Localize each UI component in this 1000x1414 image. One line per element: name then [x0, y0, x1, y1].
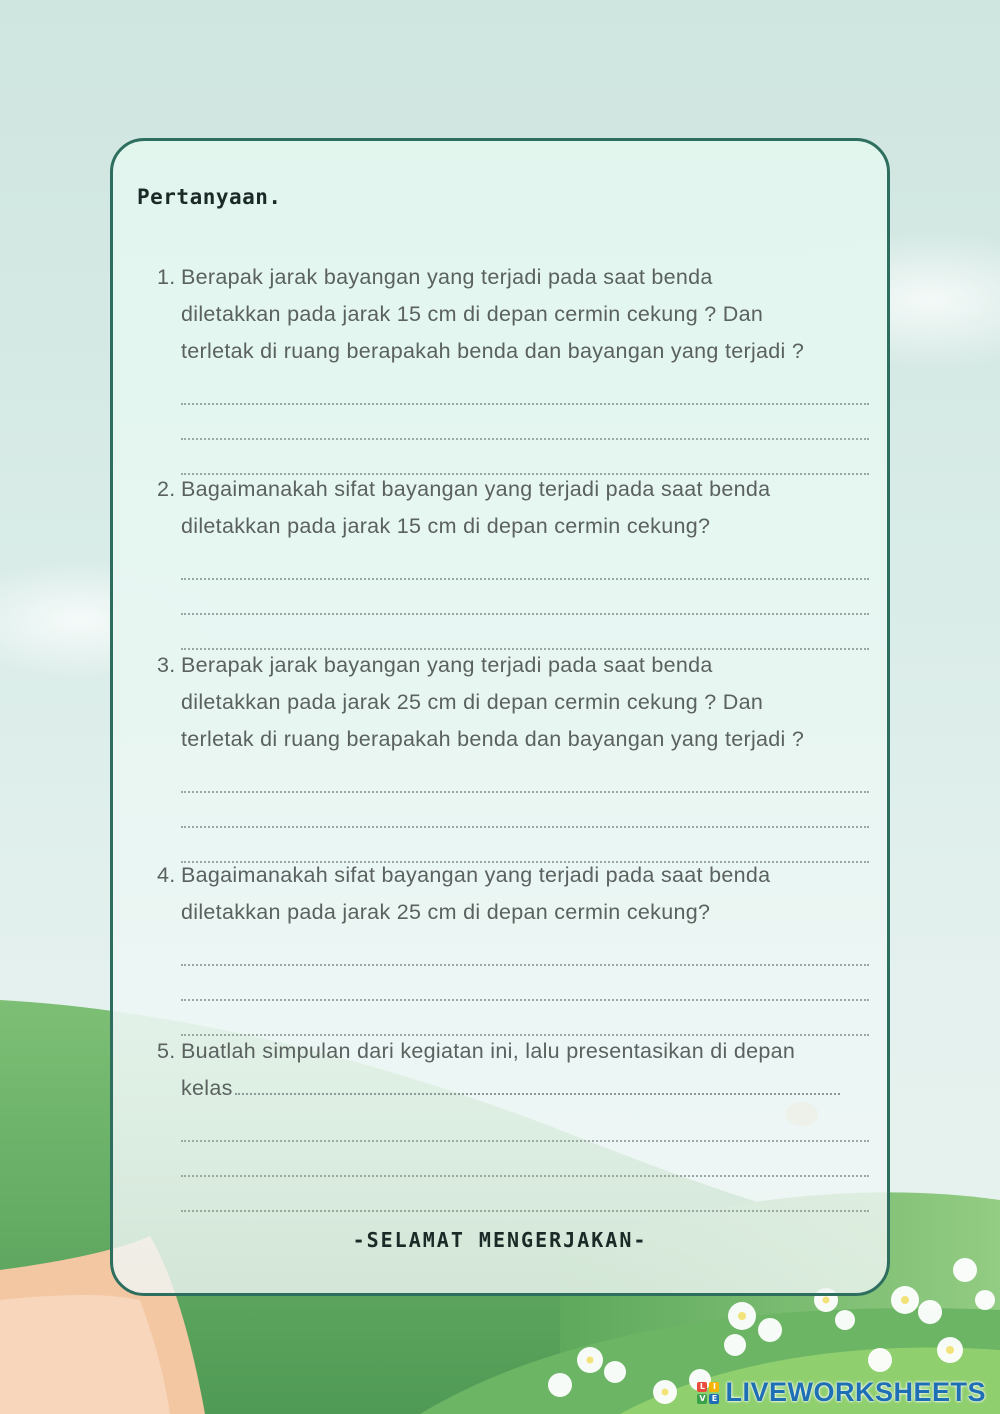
answer-line[interactable] — [181, 615, 869, 650]
question-line: Bagaimanakah sifat bayangan yang terjadi pada saat benda — [181, 863, 771, 887]
question-3 — [157, 647, 869, 863]
question-line: kelas — [181, 1076, 233, 1100]
question-line: terletak di ruang berapakah benda dan bayangan yang terjadi ? — [181, 339, 805, 363]
question-line: Berapak jarak bayangan yang terjadi pada saat benda — [181, 265, 713, 289]
question-line: diletakkan pada jarak 15 cm di depan cermin cekung? — [181, 514, 711, 538]
question-text — [181, 1033, 869, 1107]
answer-line[interactable] — [181, 966, 869, 1001]
answer-line[interactable] — [181, 1177, 869, 1212]
question-line: Berapak jarak bayangan yang terjadi pada saat benda — [181, 653, 713, 677]
answer-line[interactable] — [181, 545, 869, 580]
answer-line[interactable] — [181, 758, 869, 793]
question-line-with-answer — [181, 1070, 869, 1107]
question-line: terletak di ruang berapakah benda dan bayangan yang terjadi ? — [181, 727, 805, 751]
question-line: Buatlah simpulan dari kegiatan ini, lalu presentasikan di depan — [181, 1039, 796, 1063]
question-number: 1. — [157, 265, 176, 289]
question-number: 4. — [157, 863, 176, 887]
closing-message: -SELAMAT MENGERJAKAN- — [352, 1228, 648, 1252]
answer-line[interactable] — [181, 1107, 869, 1142]
answer-line[interactable] — [181, 580, 869, 615]
question-line: diletakkan pada jarak 25 cm di depan cermin cekung? — [181, 900, 711, 924]
logo-tile: I — [709, 1382, 719, 1392]
question-number: 5. — [157, 1039, 176, 1063]
question-2 — [157, 471, 869, 650]
question-text — [181, 857, 869, 931]
logo-tile: L — [697, 1382, 707, 1392]
question-text — [181, 259, 869, 370]
question-text — [181, 647, 869, 758]
liveworksheets-watermark — [697, 1377, 986, 1408]
question-5 — [157, 1033, 869, 1212]
answer-line[interactable] — [181, 440, 869, 475]
brand-name: LIVEWORKSHEETS — [725, 1377, 986, 1407]
answer-line[interactable] — [181, 793, 869, 828]
answer-line[interactable] — [181, 1142, 869, 1177]
question-line: Bagaimanakah sifat bayangan yang terjadi pada saat benda — [181, 477, 771, 501]
answer-line[interactable] — [181, 405, 869, 440]
logo-tile: V — [699, 1393, 706, 1403]
question-number: 2. — [157, 477, 176, 501]
answer-line[interactable] — [181, 370, 869, 405]
liveworksheets-logo-icon — [697, 1382, 719, 1404]
logo-tile: E — [709, 1394, 719, 1404]
question-line: diletakkan pada jarak 15 cm di depan cermin cekung ? Dan — [181, 302, 764, 326]
question-line: diletakkan pada jarak 25 cm di depan cermin cekung ? Dan — [181, 690, 764, 714]
question-1 — [157, 259, 869, 475]
answer-line[interactable] — [181, 1001, 869, 1036]
question-number: 3. — [157, 653, 176, 677]
worksheet-card — [110, 138, 890, 1296]
question-text — [181, 471, 869, 545]
worksheet-heading: Pertanyaan. — [137, 185, 282, 209]
answer-line[interactable] — [181, 931, 869, 966]
answer-line[interactable] — [235, 1071, 840, 1095]
question-4 — [157, 857, 869, 1036]
